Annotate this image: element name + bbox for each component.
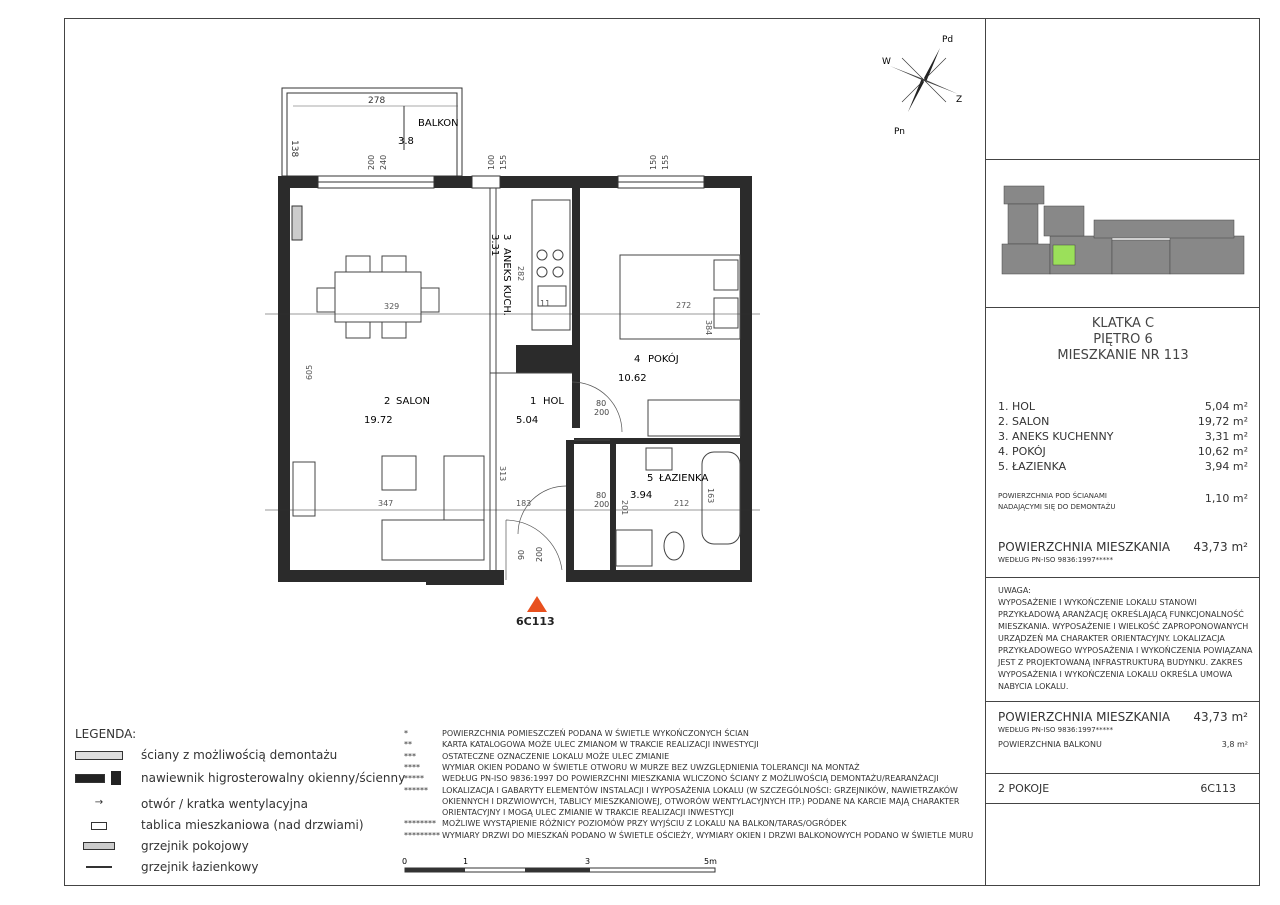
legend-label: grzejnik łazienkowy xyxy=(141,860,259,874)
room-list-item xyxy=(998,460,1248,475)
bath-num: 5 xyxy=(647,473,654,484)
legend-label: otwór / kratka wentylacyjna xyxy=(141,797,308,811)
compass-section xyxy=(986,18,1260,160)
radiator-icon xyxy=(75,839,123,853)
room-list-item xyxy=(998,445,1248,460)
dim-win3-b: 155 xyxy=(661,154,670,170)
plate-icon xyxy=(75,818,123,832)
dim-door-bath-2: 200 xyxy=(594,500,610,509)
dim-hol-w: 183 xyxy=(516,499,532,508)
room-list-item xyxy=(998,430,1248,445)
uwaga-line: MIESZKANIA. WYPOSAŻENIE I WIELKOŚĆ ZAPROPONOWANYCH xyxy=(998,622,1249,631)
area-summary xyxy=(986,702,1260,774)
dim-salon-bottom: 347 xyxy=(378,499,394,508)
hol-num: 1 xyxy=(530,396,537,407)
room-list-value: 10,62 m² xyxy=(1197,445,1248,458)
note-star: ***** xyxy=(404,774,424,784)
legend-label: tablica mieszkaniowa (nad drzwiami) xyxy=(141,818,364,832)
note-text: WYMIARY DRZWI DO MIESZKAŃ PODANO W ŚWIETLE OŚCIEŻY, WYMIARY OKIEN I DRZWI BALKONOWYCH PODANO W ŚWIETLE MURU xyxy=(442,830,974,840)
dim-bath-h2: 201 xyxy=(620,500,629,516)
kitchen-name: ANEKS KUCH. xyxy=(501,248,512,316)
sidebar xyxy=(985,18,1260,886)
vent-icon xyxy=(75,771,123,785)
apartment-code: 6C113 xyxy=(1200,782,1236,795)
compass-rose-icon xyxy=(882,35,962,137)
note-text: WEDŁUG PN-ISO 9836:1997 DO POWIERZCHNI MIESZKANIA WLICZONO ŚCIANY Z MOŻLIWOŚCIĄ DEMONTAŻU/REARANŻACJI xyxy=(442,774,939,784)
area2-title: POWIERZCHNIA MIESZKANIA xyxy=(998,710,1171,724)
scale-0: 0 xyxy=(402,857,408,866)
uwaga-line: WYPOSAŻENIA I WYKOŃCZENIA LOKALU OKREŚLA UMOWA xyxy=(998,670,1233,679)
entrance-label: 6C113 xyxy=(516,615,555,628)
room-list-value: 3,31 m² xyxy=(1204,430,1248,443)
note-star: ******** xyxy=(404,819,436,829)
balcony-name: BALKON xyxy=(418,118,459,129)
kitchen-num: 3 xyxy=(501,234,512,241)
walls-label-1: POWIERZCHNIA POD ŚCIANAMI xyxy=(998,492,1107,500)
room-list-name: 5. ŁAZIENKA xyxy=(998,460,1067,473)
walls-value: 1,10 m² xyxy=(1204,492,1248,505)
balcony-area: 3.8 xyxy=(398,136,414,147)
pietro: PIĘTRO 6 xyxy=(1093,332,1153,347)
legend-title: LEGENDA: xyxy=(75,727,137,741)
balcony-dim-w: 278 xyxy=(368,96,386,106)
dim-kitchen-w: 11 xyxy=(540,299,551,308)
dim-win1-a: 200 xyxy=(367,154,376,170)
area-value: 43,73 m² xyxy=(1193,540,1248,554)
bath-radiator-icon xyxy=(75,860,123,874)
note-star: ** xyxy=(404,740,412,750)
note-text: KARTA KATALOGOWA MOŻE ULEC ZMIANOM W TRAKCIE REALIZACJI INWESTYCJI xyxy=(442,740,759,750)
note-star: ****** xyxy=(404,785,428,795)
balcony-label: POWIERZCHNIA BALKONU xyxy=(998,740,1102,749)
dim-salon-h: 605 xyxy=(305,364,314,380)
legend-label: grzejnik pokojowy xyxy=(141,839,249,853)
code-row xyxy=(986,774,1260,804)
dim-pokoj-w: 272 xyxy=(676,301,692,310)
room-list-name: 3. ANEKS KUCHENNY xyxy=(998,430,1114,443)
dim-win1-b: 240 xyxy=(379,154,388,170)
room-list-value: 19,72 m² xyxy=(1197,415,1248,428)
scale-3: 3 xyxy=(585,857,591,866)
dim-door-bath-1: 80 xyxy=(596,491,607,500)
note-text: MOŻLIWE WYSTĄPIENIE RÓŻNICY POZIOMÓW PRZY WYJŚCIU Z LOKALU NA BALKON/TARAS/OGRÓDEK xyxy=(442,819,847,829)
dim-pokoj-h: 384 xyxy=(704,320,713,336)
salon-num: 2 xyxy=(384,396,391,407)
legend-label: nawiewnik higrosterowalny okienny/ścienny xyxy=(141,771,406,785)
uwaga-line: NABYCIA LOKALU. xyxy=(998,682,1069,691)
note-star: * xyxy=(404,729,408,738)
balcony-dim-h: 138 xyxy=(289,140,299,158)
dim-hol-h: 313 xyxy=(498,466,507,482)
dim-door-hol-1: 80 xyxy=(596,399,607,408)
room-list-name: 2. SALON xyxy=(998,415,1050,428)
dim-kitchen-h: 282 xyxy=(516,266,525,282)
hol-name: HOL xyxy=(543,396,564,407)
note-star: **** xyxy=(404,762,420,772)
compass-east: Z xyxy=(956,95,963,105)
note-text: OKIENNYCH I DRZWIOWYCH, TABLICY MIESZKANIOWEJ, OTWORÓW WENTYLACYJNYCH ITP.) PODANE NA KARCIE MAJĄ CHARAKTER xyxy=(442,796,960,806)
dim-win2-a: 100 xyxy=(487,154,496,170)
rooms-count: 2 POKOJE xyxy=(998,782,1050,795)
room-list-name: 4. POKÓJ xyxy=(998,445,1046,458)
building-key-plan xyxy=(986,160,1260,308)
mieszkanie: MIESZKANIE NR 113 xyxy=(1057,348,1189,363)
uwaga-line: PRZYKŁADOWĄ ARANŻACJĘ OKREŚLAJĄCĄ FUNKCJONALNOŚĆ xyxy=(998,610,1244,619)
kitchen-equipment xyxy=(532,200,570,330)
room-list-name: 1. HOL xyxy=(998,400,1036,413)
balcony-value: 3,8 m² xyxy=(1221,740,1248,749)
dining-table xyxy=(317,256,439,338)
area2-sub: WEDŁUG PN-ISO 9836:1997***** xyxy=(998,726,1114,734)
outer-walls xyxy=(278,176,752,585)
pokoj-name: POKÓJ xyxy=(648,354,679,365)
pokoj-num: 4 xyxy=(634,354,641,365)
room-list-value: 5,04 m² xyxy=(1204,400,1248,413)
remarks xyxy=(986,578,1260,702)
bath-area: 3.94 xyxy=(630,490,653,501)
salon-area: 19.72 xyxy=(364,415,393,426)
legend-label: ściany z możliwością demontażu xyxy=(141,748,338,762)
scale-5: 5m xyxy=(704,857,717,866)
dim-salon-top: 329 xyxy=(384,302,400,311)
sofa-set xyxy=(293,456,484,560)
dim-win2-b: 155 xyxy=(499,154,508,170)
note-text: POWIERZCHNIA POMIESZCZEŃ PODANA W ŚWIETLE WYKOŃCZONYCH ŚCIAN xyxy=(442,729,749,738)
note-text: OSTATECZNE OZNACZENIE LOKALU MOŻE ULEC ZMIANIE xyxy=(442,751,670,761)
dim-bath-w: 212 xyxy=(674,499,690,508)
room-list-item xyxy=(998,415,1248,430)
dim-entry-1: 90 xyxy=(517,549,526,560)
uwaga-line: URZĄDZEŃ MA CHARAKTER ORIENTACYJNY. LOKALIZACJA xyxy=(998,634,1225,643)
radiators xyxy=(292,206,302,240)
dim-win3-a: 150 xyxy=(649,154,658,170)
area-sub: WEDŁUG PN-ISO 9836:1997***** xyxy=(998,556,1114,564)
note-star: *** xyxy=(404,751,416,761)
location-map-section xyxy=(986,160,1260,308)
uwaga-line: WYPOSAŻENIE I WYKOŃCZENIE LOKALU STANOWI xyxy=(998,598,1197,607)
bath-name: ŁAZIENKA xyxy=(659,473,709,484)
note-text: WYMIAR OKIEN PODANO W ŚWIETLE OTWORU W MURZE BEZ UWZGLĘDNIENIA TOLERANCJI NA MONTAŻ xyxy=(442,762,860,772)
klatka: KLATKA C xyxy=(1091,316,1155,331)
compass-west: W xyxy=(882,57,891,67)
kitchen-area: 3.31 xyxy=(489,234,500,257)
compass-north: Pd xyxy=(942,35,954,45)
apartment-highlight xyxy=(1053,245,1075,265)
scale-1: 1 xyxy=(463,857,469,866)
walls-label-2: NADAJĄCYMI SIĘ DO DEMONTAŻU xyxy=(998,503,1116,511)
arrow-icon: → xyxy=(94,797,104,808)
salon-name: SALON xyxy=(396,396,430,407)
dim-entry-2: 200 xyxy=(535,546,544,562)
apartment-info xyxy=(986,308,1260,578)
note-text: ORIENTACYJNY I MOGĄ ULEC ZMIANIE W TRAKCIE REALIZACJI INWESTYCJI xyxy=(442,808,734,818)
pokoj-area: 10.62 xyxy=(618,373,647,384)
dim-bath-h: 163 xyxy=(706,488,715,504)
bed xyxy=(620,255,740,436)
uwaga-title: UWAGA: xyxy=(998,586,1031,595)
hol-area: 5.04 xyxy=(516,415,539,426)
partitions xyxy=(490,188,610,570)
note-text: LOKALIZACJA I GABARYTY ELEMENTÓW INSTALACJI I WYPOSAŻENIA LOKALU (W SZCZEGÓLNOŚCI: GRZEJNIKÓW, NAWIETRZAKÓW xyxy=(442,785,958,795)
uwaga-line: PRZYKŁADOWEGO WYPOSAŻENIA I WYKOŃCZENIA POWIĄZANA xyxy=(998,646,1253,655)
uwaga-line: JEST Z PROJEKTOWANĄ INFRASTRUKTURĄ BUDYNKU. ZAKRES xyxy=(998,658,1243,667)
compass-south: Pn xyxy=(894,127,905,137)
demolishable-wall-icon xyxy=(75,748,123,762)
area2-value: 43,73 m² xyxy=(1193,710,1248,724)
room-list-value: 3,94 m² xyxy=(1204,460,1248,473)
dim-door-hol-2: 200 xyxy=(594,408,610,417)
note-star: ********* xyxy=(404,830,440,840)
area-title: POWIERZCHNIA MIESZKANIA xyxy=(998,540,1171,554)
room-list-item xyxy=(998,400,1248,415)
entrance-arrow-icon xyxy=(527,596,547,612)
